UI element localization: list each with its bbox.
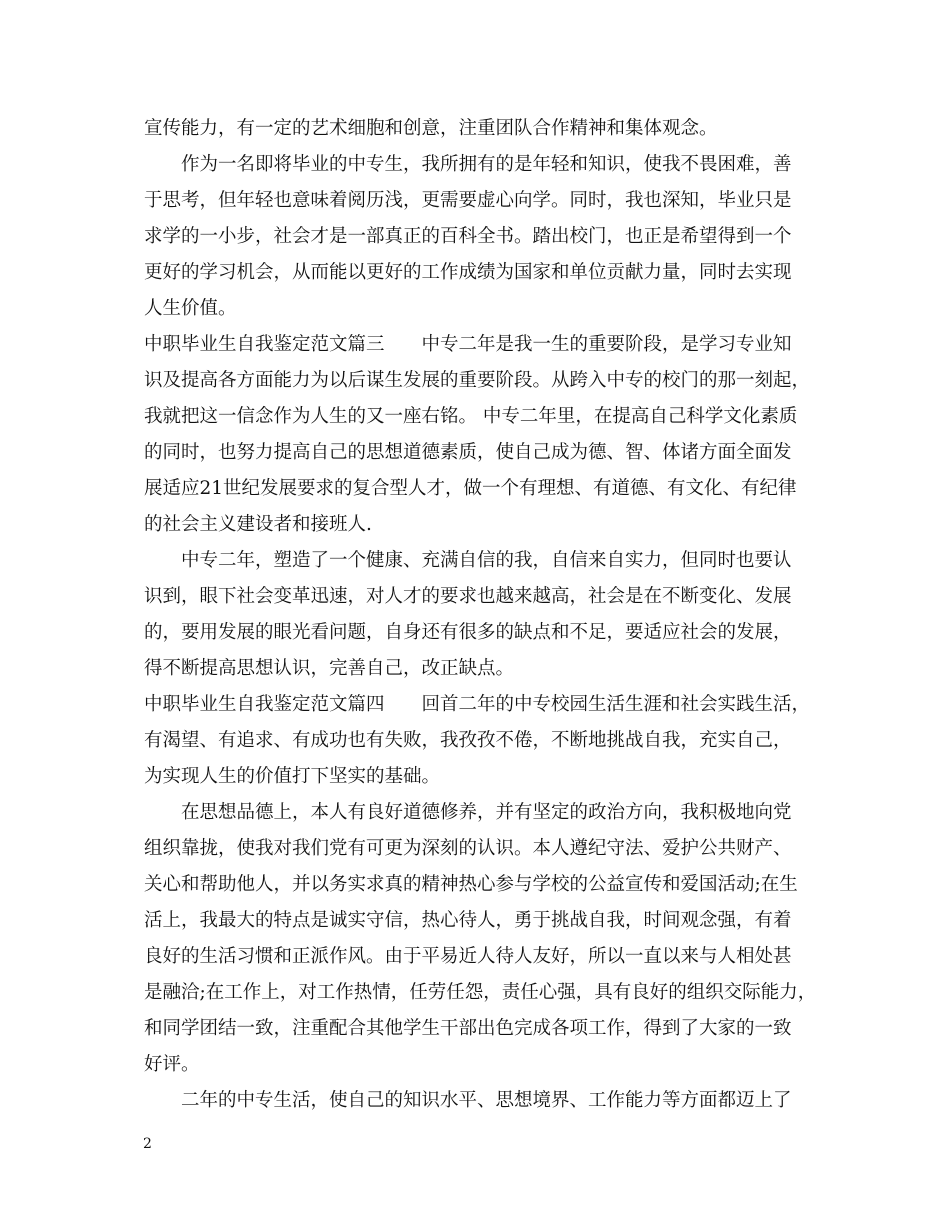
text-line: 中专二年，塑造了一个健康、充满自信的我，自信来自实力，但同时也要认 xyxy=(181,550,792,571)
text-line: 作为一名即将毕业的中专生，我所拥有的是年轻和知识，使我不畏困难，善 xyxy=(181,154,792,175)
text-line: 在思想品德上，本人有良好道德修养，并有坚定的政治方向，我积极地向党 xyxy=(181,802,792,823)
text-line: 良好的生活习惯和正派作风。由于平易近人待人友好，所以一直以来与人相处甚 xyxy=(144,946,792,967)
text-line: 二年的中专生活，使自己的知识水平、思想境界、工作能力等方面都迈上了 xyxy=(181,1090,792,1111)
text-line: 为实现人生的价值打下坚实的基础。 xyxy=(144,766,441,787)
text-line: 和同学团结一致，注重配合其他学生干部出色完成各项工作，得到了大家的一致 xyxy=(144,1018,792,1039)
text-line: 我就把这一信念作为人生的又一座右铭。 中专二年里，在提高自己科学文化素质 xyxy=(144,406,798,427)
text-line: 有渴望、有追求、有成功也有失败，我孜孜不倦，不断地挑战自我，充实自己， xyxy=(144,730,792,751)
text-line: 关心和帮助他人，并以务实求真的精神热心参与学校的公益宣传和爱国活动;在生 xyxy=(144,874,798,895)
section-heading-line: 中职毕业生自我鉴定范文篇三 中专二年是我一生的重要阶段，是学习专业知 xyxy=(144,334,792,355)
text-line: 于思考，但年轻也意味着阅历浅，更需要虚心向学。同时，我也深知，毕业只是 xyxy=(144,190,792,211)
text-line: 识及提高各方面能力为以后谋生发展的重要阶段。从跨入中专的校门的那一刻起， xyxy=(144,370,811,391)
text-line: 的社会主义建设者和接班人. xyxy=(144,514,372,535)
text-line: 组织靠拢，使我对我们党有可更为深刻的认识。本人遵纪守法、爱护公共财产、 xyxy=(144,838,792,859)
section-heading-line: 中职毕业生自我鉴定范文篇四 回首二年的中专校园生活生涯和社会实践生活， xyxy=(144,694,811,715)
text-line: 活上，我最大的特点是诚实守信，热心待人，勇于挑战自我，时间观念强，有着 xyxy=(144,910,792,931)
text-line: 得不断提高思想认识，完善自己，改正缺点。 xyxy=(144,658,515,679)
text-line: 的同时，也努力提高自己的思想道德素质，使自己成为德、智、体诸方面全面发 xyxy=(144,442,792,463)
text-line: 展适应21世纪发展要求的复合型人才，做一个有理想、有道德、有文化、有纪律 xyxy=(144,478,797,499)
text-line: 更好的学习机会，从而能以更好的工作成绩为国家和单位贡献力量，同时去实现 xyxy=(144,262,792,283)
text-line: 求学的一小步，社会才是一部真正的百科全书。踏出校门，也正是希望得到一个 xyxy=(144,226,792,247)
text-line: 的，要用发展的眼光看问题，自身还有很多的缺点和不足，要适应社会的发展， xyxy=(144,622,792,643)
text-line: 是融洽;在工作上，对工作热情，任劳任怨，责任心强，具有良好的组织交际能力， xyxy=(144,982,817,1003)
text-line: 人生价值。 xyxy=(144,298,237,319)
page-number: 2 xyxy=(143,1136,152,1152)
text-line: 识到，眼下社会变革迅速，对人才的要求也越来越高，社会是在不断变化、发展 xyxy=(144,586,792,607)
text-line: 宣传能力，有一定的艺术细胞和创意，注重团队合作精神和集体观念。 xyxy=(144,118,718,139)
text-line: 好评。 xyxy=(144,1054,200,1075)
